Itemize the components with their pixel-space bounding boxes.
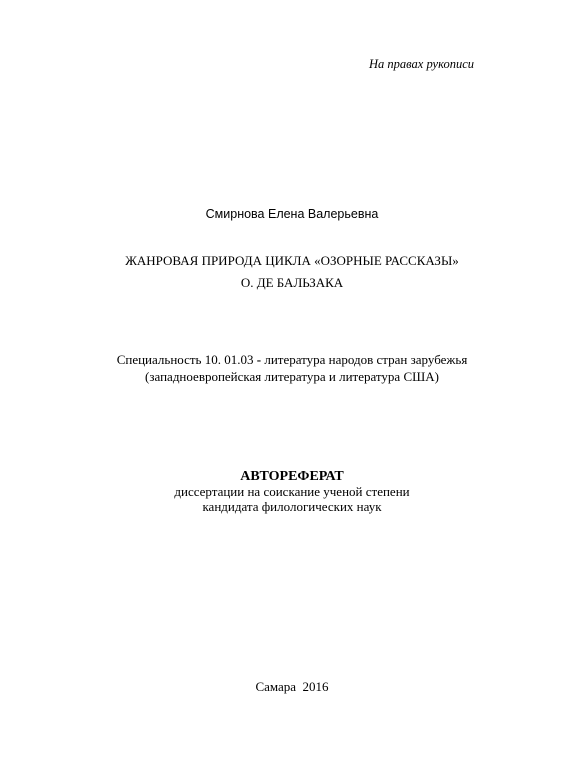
specialty-dash: - xyxy=(256,352,262,367)
rights-notice: На правах рукописи xyxy=(369,57,474,71)
document-type: АВТОРЕФЕРАТ xyxy=(240,469,344,484)
document-description-line-2: кандидата филологических наук xyxy=(202,499,382,514)
specialty-code: Специальность 10. 01.03 xyxy=(116,352,254,367)
author-name: Смирнова Елена Валерьевна xyxy=(205,207,379,221)
city-year-text: Самара 2016 xyxy=(255,679,329,694)
title-line-1: ЖАНРОВАЯ ПРИРОДА ЦИКЛА «ОЗОРНЫЕ РАССКАЗЫ» xyxy=(125,253,459,268)
document-description-line-1: диссертации на соискание ученой степени xyxy=(174,484,410,499)
city-year xyxy=(0,679,584,695)
specialty-name: литература народов стран зарубежья xyxy=(264,352,468,367)
title-line-2: О. ДЕ БАЛЬЗАКА xyxy=(240,275,344,290)
specialty-line-1 xyxy=(0,352,584,368)
specialty-line-2: (западноевропейская литература и литература США) xyxy=(145,369,439,384)
